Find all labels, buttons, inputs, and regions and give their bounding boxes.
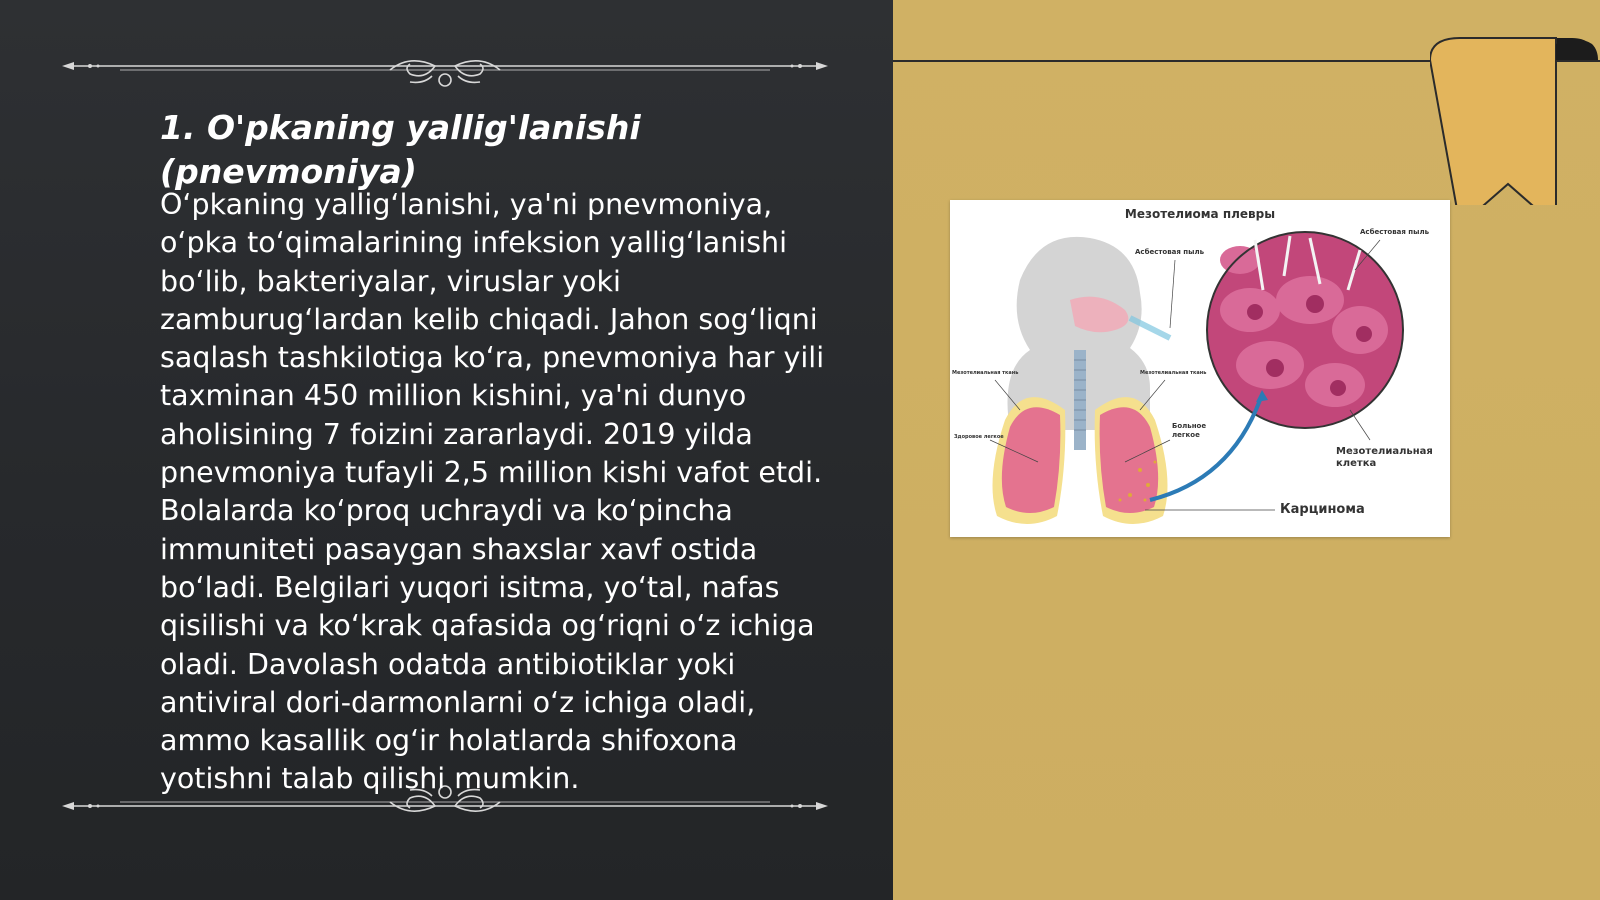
mesothelioma-diagram bbox=[950, 200, 1450, 537]
slide-title: 1. O'pkaning yallig'lanishi (pnevmoniya) bbox=[160, 108, 641, 191]
diagram-title: Мезотелиома плевры bbox=[1124, 207, 1276, 221]
diagram-label-sick-lung: Больное легкое bbox=[1172, 422, 1207, 439]
slide-body-text: O‘pkaning yallig‘lanishi, ya'ni pnevmoniya, o‘pka to‘qimalarining infeksion yallig‘lanishi bo‘lib, bakteriyalar, viruslar yoki zamburug‘lardan kelib chiqadi. Jahon sog‘liqni saqlash tashkilotiga ko‘ra, pnevmoniya har yili taxminan 450 million kishini, ya'ni dunyo aholisining 7 foizini zararlaydi. 2019 yilda pnevmoniya tufayli 2,5 million kishi vafot etdi. Bolalarda ko‘proq uchraydi va ko‘pincha immuniteti pasaygan shaxslar xavf ostida bo‘ladi. Belgilari yuqori isitma, yo‘tal, nafas qisilishi va ko‘krak qafasida og‘riqni o‘z ichiga oladi. Davolash odatda antibiotiklar yoki antiviral dori-darmonlarni o‘z ichiga oladi, ammo kasallik og‘ir holatlarda shifoxona yotishni talab qilishi mumkin. bbox=[160, 188, 825, 796]
diagram-label-asbestos-left: Асбестовая пыль bbox=[1135, 248, 1205, 256]
diagram-label-meso-tissue-left: Мезотелиальная ткань bbox=[952, 370, 1019, 376]
diagram-label-meso-cell: Мезотелиальная клетка bbox=[1336, 446, 1433, 469]
diagram-label-meso-tissue-right: Мезотелиальная ткань bbox=[1140, 370, 1207, 376]
bookmark-ribbon bbox=[1430, 30, 1600, 205]
diagram-label-asbestos-right: Асбестовая пыль bbox=[1360, 228, 1430, 236]
diagram-label-carcinoma: Карцинома bbox=[1280, 502, 1365, 517]
ornament-divider-top bbox=[60, 40, 830, 90]
diagram-label-healthy-lung: Здоровое легкое bbox=[954, 434, 1004, 440]
